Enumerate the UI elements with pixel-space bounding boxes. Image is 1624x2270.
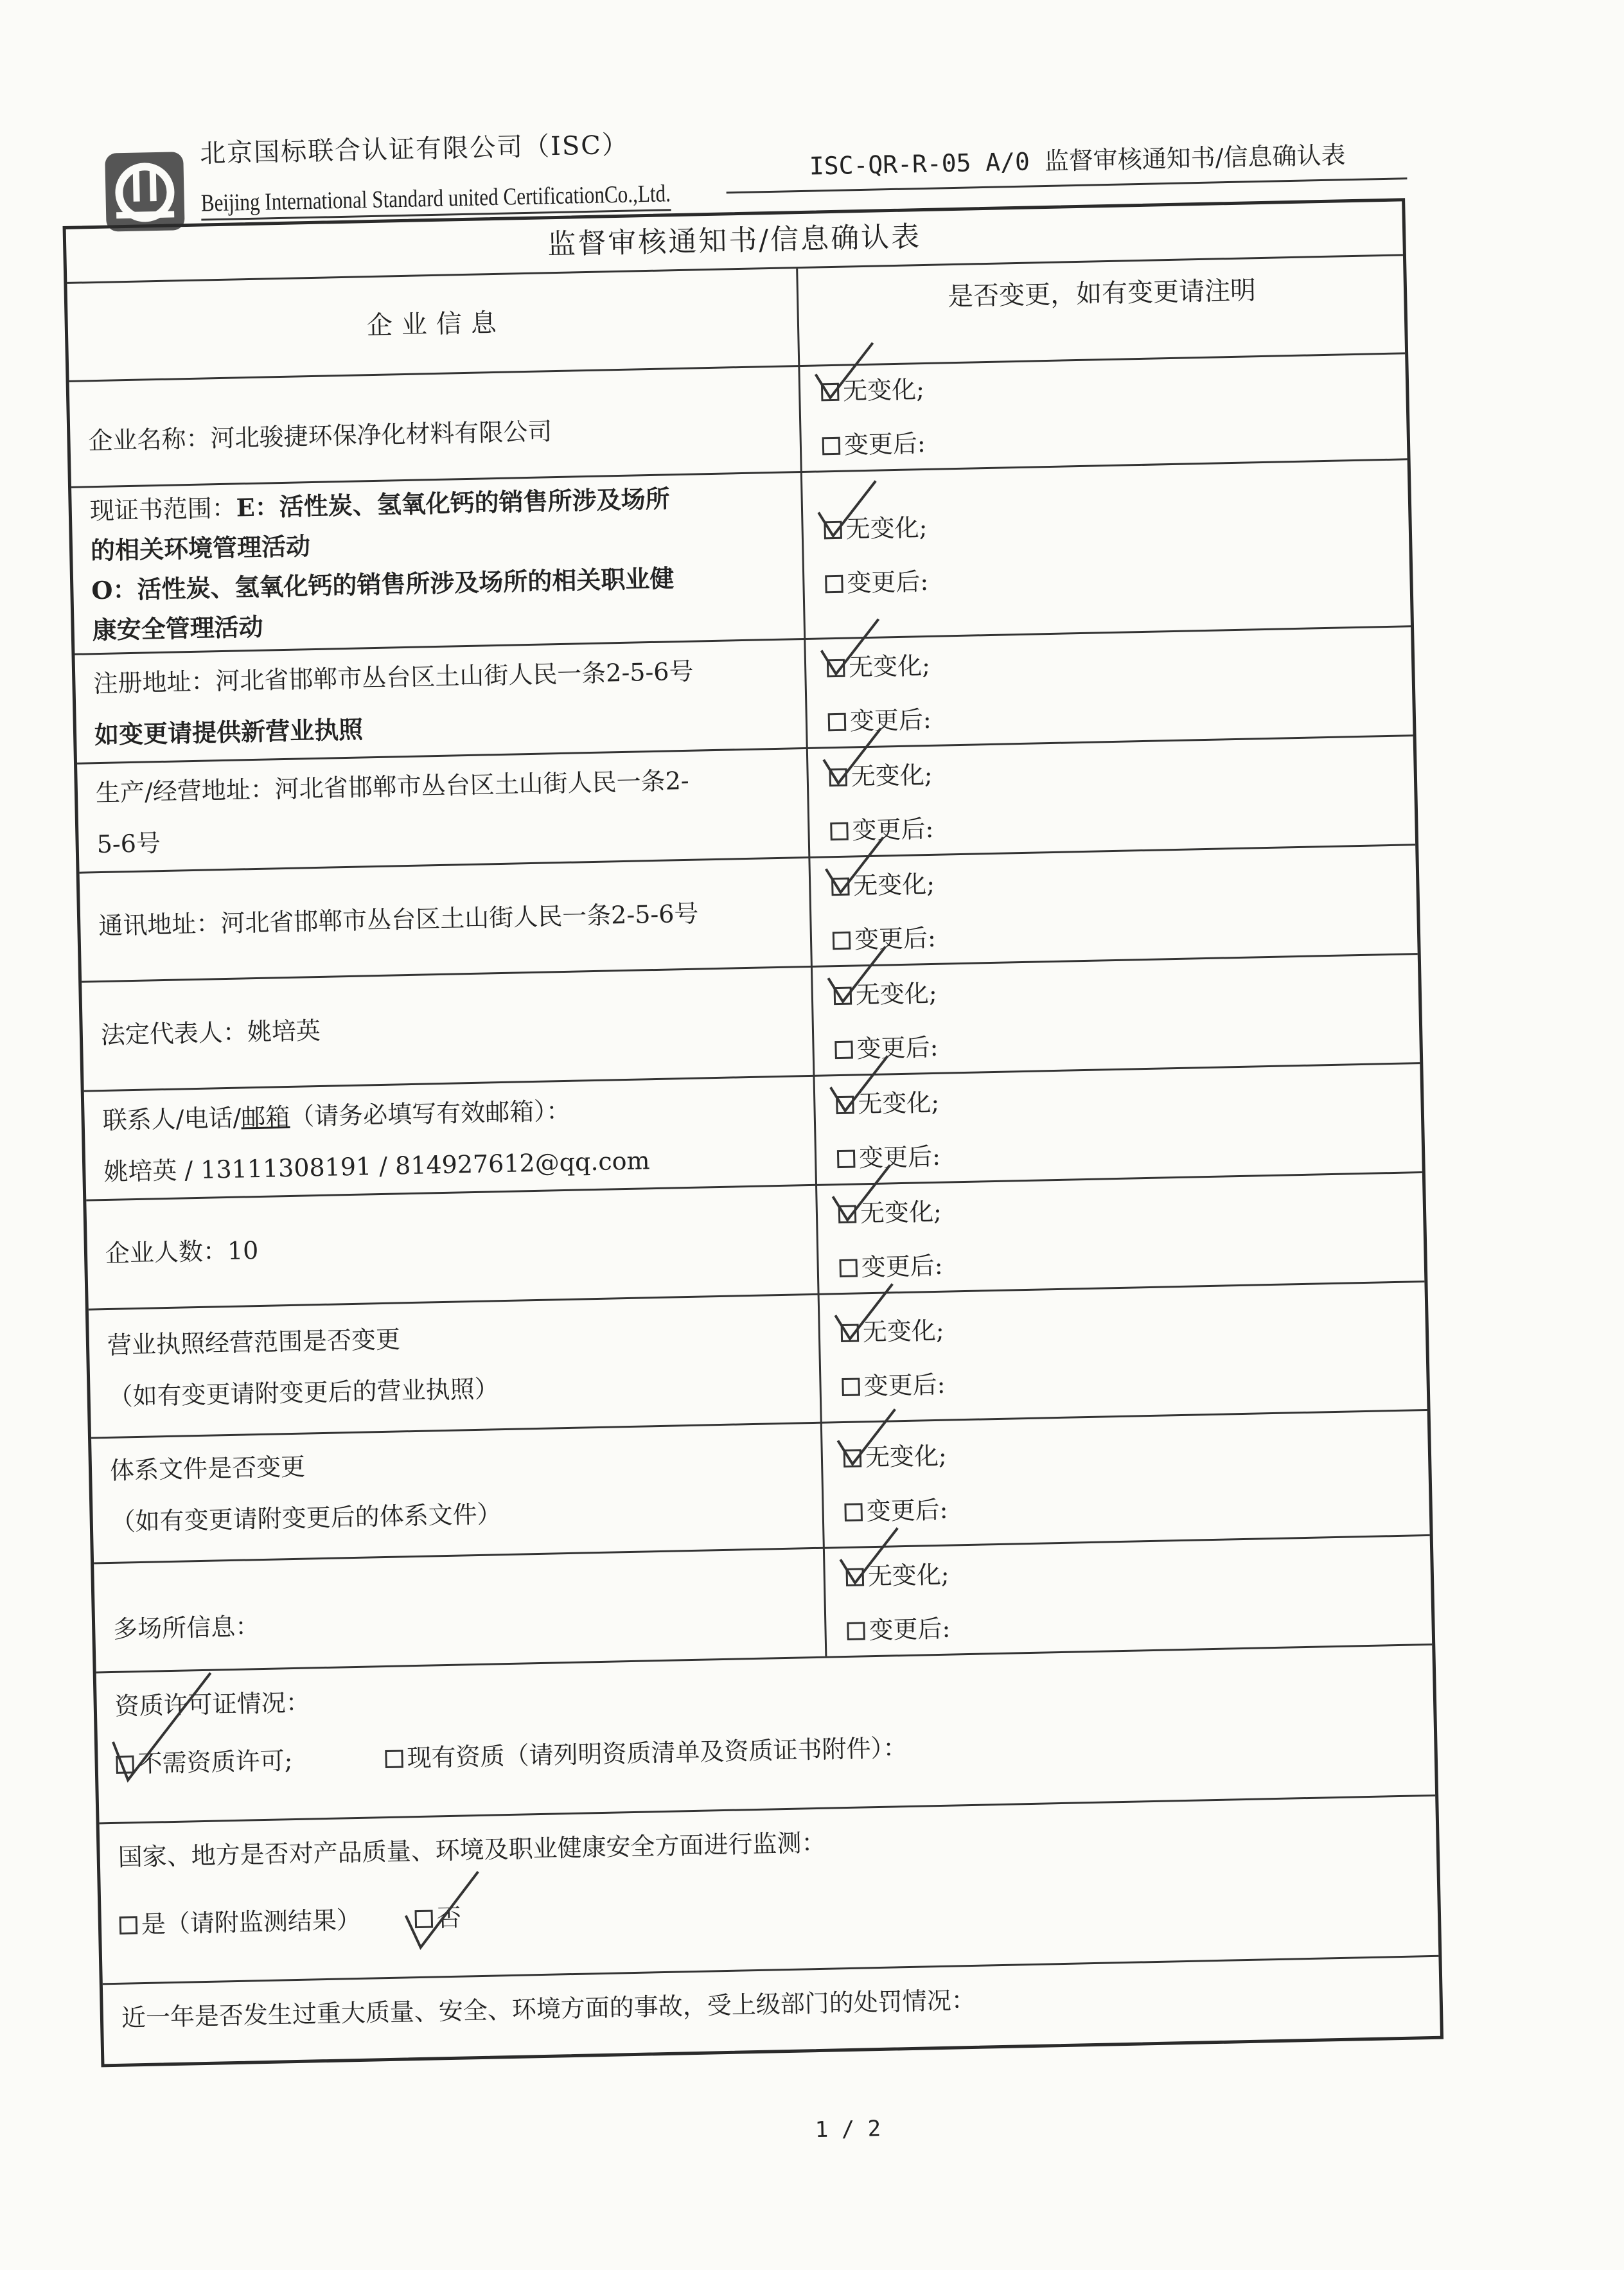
registered-address <box>93 643 795 761</box>
option-changed[interactable]: 变更后: <box>832 901 1399 967</box>
company-name-en: Beijing International Standard united CertificationCo.,Ltd. <box>200 179 671 220</box>
checkbox[interactable] <box>828 713 847 732</box>
row-options-employee-count <box>838 1175 1405 1295</box>
checkmark-icon <box>401 1869 486 1955</box>
multi-site-label: 多场所信息： <box>112 1612 260 1644</box>
checkbox[interactable] <box>119 1916 138 1935</box>
option-no-qualification[interactable]: 不需资质许可; <box>116 1746 293 1778</box>
page-number: 1 / 2 <box>815 2116 881 2143</box>
license-scope-label: 营业执照经营范围是否变更 <box>107 1325 401 1360</box>
option-monitoring-no[interactable]: 否 <box>415 1904 462 1933</box>
option-no-change[interactable]: 无变化; <box>836 1066 1402 1131</box>
option-no-change[interactable]: 无变化; <box>840 1294 1407 1360</box>
checkbox-checked[interactable] <box>836 1096 854 1115</box>
option-monitoring-yes[interactable]: 是（请附监测结果） <box>119 1906 361 1939</box>
monitoring-title: 国家、地方是否对产品质量、环境及职业健康安全方面进行监测： <box>118 1828 826 1872</box>
contact-label-email: 邮箱 <box>240 1102 290 1132</box>
option-has-qualification[interactable]: 现有资质（请列明资质清单及资质证书附件）： <box>385 1734 908 1773</box>
company-name-cn: 北京国标联合认证有限公司（ISC） <box>199 130 630 169</box>
confirmation-form <box>63 198 1444 2067</box>
option-changed[interactable]: 变更后: <box>847 1592 1413 1658</box>
option-changed[interactable]: 变更后: <box>827 683 1394 749</box>
document-code <box>809 135 1346 181</box>
checkbox-checked[interactable] <box>821 383 840 402</box>
row-options-scope <box>824 491 1391 610</box>
checkbox[interactable] <box>842 1378 860 1396</box>
checkmark-icon <box>108 1669 220 1787</box>
scope-line-3: O：活性炭、氢氧化钙的销售所涉及场所的相关职业健 <box>91 563 675 605</box>
company-name-label: 企业名称：河北骏捷环保净化材料有限公司 <box>88 417 552 456</box>
checkbox[interactable] <box>847 1622 865 1640</box>
row-options-contact <box>836 1066 1403 1185</box>
col-header-company-info: 企业信息 <box>366 308 506 341</box>
form-title: 监督审核通知书/信息确认表 <box>66 201 1403 284</box>
checkbox[interactable] <box>837 1150 856 1169</box>
certificate-scope <box>89 476 793 650</box>
row-options-multi-site <box>845 1538 1413 1658</box>
option-no-change[interactable]: 无变化; <box>843 1419 1409 1485</box>
checkbox-checked[interactable] <box>838 1205 857 1224</box>
option-changed[interactable]: 变更后: <box>822 407 1388 472</box>
checkbox[interactable] <box>385 1750 403 1768</box>
qualification-title: 资质许可证情况： <box>114 1688 311 1721</box>
option-changed[interactable]: 变更后: <box>844 1473 1411 1539</box>
accident-title: 近一年是否发生过重大质量、安全、环境方面的事故，受上级部门的处罚情况： <box>121 1985 976 2032</box>
checkbox[interactable] <box>830 822 849 841</box>
option-changed[interactable]: 变更后: <box>839 1229 1406 1295</box>
scope-line-2: 的相关环境管理活动 <box>90 531 311 565</box>
checkbox[interactable] <box>834 1041 853 1060</box>
contact-info <box>102 1080 804 1198</box>
option-changed[interactable]: 变更后: <box>825 545 1391 610</box>
doc-code-number: ISC-QR-R-05 A/0 <box>809 147 1030 181</box>
registered-address-note: 如变更请提供新营业执照 <box>94 714 364 750</box>
mailing-address-label: 通讯地址：河北省邯郸市丛台区土山街人民一条2-5-6号 <box>98 899 699 941</box>
legal-representative-label: 法定代表人：姚培英 <box>100 1016 321 1050</box>
license-scope-note: （如有变更请附变更后的营业执照） <box>108 1374 500 1411</box>
option-changed[interactable]: 变更后: <box>842 1348 1408 1414</box>
contact-value: 姚培英 / 13111308191 / 814927612@qq.com <box>103 1146 651 1187</box>
row-options-license-scope <box>840 1294 1408 1414</box>
checkbox-checked[interactable] <box>846 1568 865 1586</box>
checkbox-checked[interactable] <box>827 659 845 678</box>
license-scope <box>107 1305 809 1423</box>
checkbox-checked[interactable] <box>843 1449 862 1468</box>
qualification-section <box>114 1654 1401 1796</box>
production-address <box>95 752 797 870</box>
checkbox[interactable] <box>822 437 841 456</box>
scope-line-4: 康安全管理活动 <box>92 612 264 645</box>
row-options-legal-representative <box>833 957 1400 1076</box>
production-address-label: 生产/经营地址：河北省邯郸市丛台区土山街人民一条2- <box>95 766 690 808</box>
scope-label: 现证书范围： <box>89 493 237 526</box>
scope-line-1: E：活性炭、氢氧化钙的销售所涉及场所 <box>236 484 671 522</box>
checkbox[interactable] <box>844 1503 863 1521</box>
row-options-production-address <box>829 738 1396 858</box>
isc-logo <box>102 149 188 235</box>
production-address-label-2: 5-6号 <box>96 829 161 859</box>
checkbox[interactable] <box>839 1259 858 1277</box>
option-no-change[interactable]: 无变化; <box>845 1538 1412 1604</box>
row-options-company-name <box>820 353 1388 472</box>
option-no-change[interactable]: 无变化; <box>833 957 1400 1022</box>
col-header-change: 是否变更，如有变更请注明 <box>947 276 1257 312</box>
option-changed[interactable]: 变更后: <box>830 792 1397 858</box>
row-options-mailing-address <box>831 847 1398 967</box>
checkbox-checked[interactable] <box>824 521 842 540</box>
checkbox-checked[interactable] <box>831 878 850 896</box>
row-options-registered-address <box>826 629 1393 749</box>
checkbox-checked[interactable] <box>834 987 852 1006</box>
option-no-change[interactable]: 无变化; <box>820 353 1387 418</box>
option-no-change[interactable]: 无变化; <box>824 491 1390 556</box>
option-no-change[interactable]: 无变化; <box>826 629 1393 695</box>
row-options-system-documents <box>843 1419 1410 1539</box>
checkbox[interactable] <box>825 575 843 594</box>
checkbox-checked[interactable] <box>829 768 847 787</box>
option-no-change[interactable]: 无变化; <box>829 738 1395 804</box>
system-documents <box>109 1430 811 1548</box>
contact-label-prefix: 联系人/电话/ <box>102 1103 242 1135</box>
option-no-change[interactable]: 无变化; <box>831 847 1397 913</box>
employee-count-label: 企业人数：10 <box>105 1236 259 1268</box>
monitoring-section <box>118 1805 1405 1967</box>
checkbox[interactable] <box>833 932 851 950</box>
checkbox-checked[interactable] <box>841 1324 860 1342</box>
doc-code-title: 监督审核通知书/信息确认表 <box>1044 141 1346 176</box>
system-documents-label: 体系文件是否变更 <box>109 1452 306 1485</box>
option-changed[interactable]: 变更后: <box>836 1120 1403 1185</box>
contact-label-suffix: （请务必填写有效邮箱）： <box>289 1096 571 1131</box>
option-changed[interactable]: 变更后: <box>834 1011 1401 1076</box>
registered-address-label: 注册地址：河北省邯郸市丛台区土山街人民一条2-5-6号 <box>93 657 694 698</box>
option-no-change[interactable]: 无变化; <box>838 1175 1404 1241</box>
system-documents-note: （如有变更请附变更后的体系文件） <box>110 1500 502 1536</box>
